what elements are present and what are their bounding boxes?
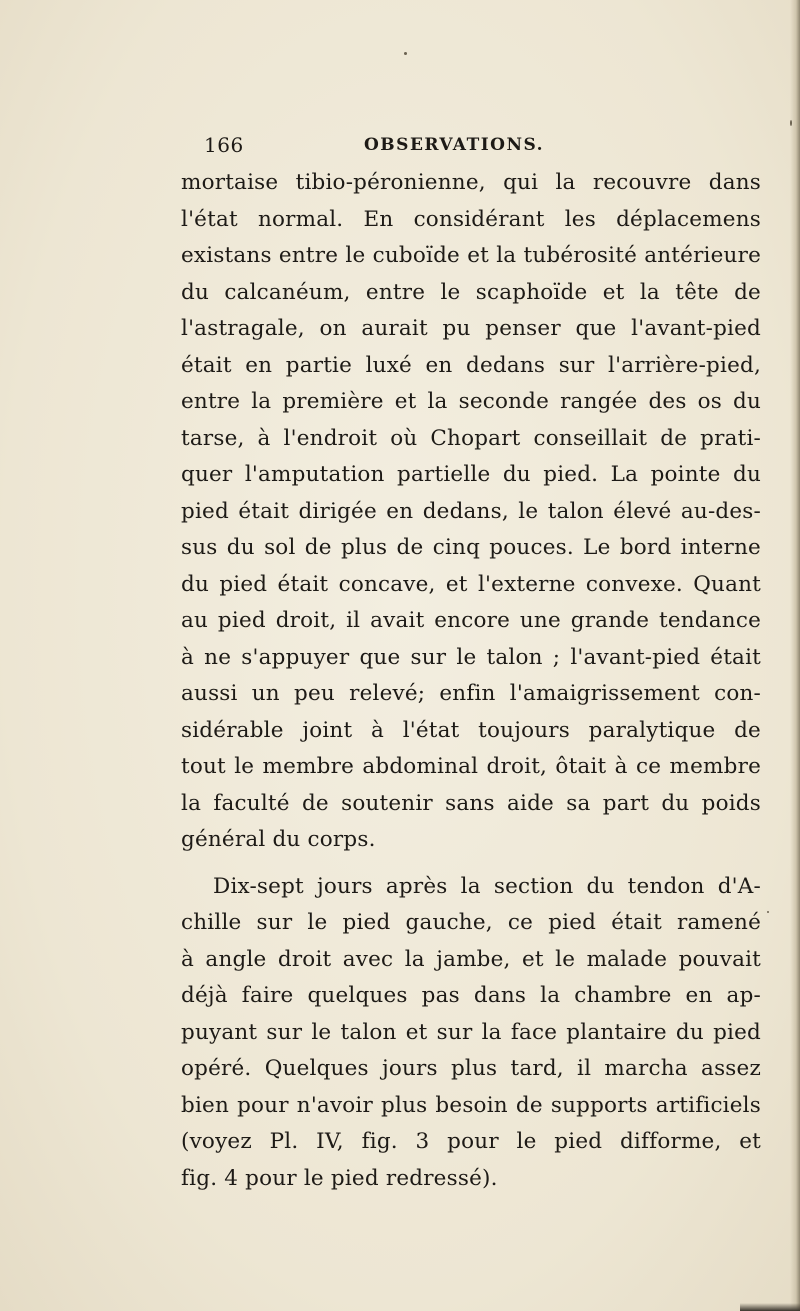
text-line: mortaise tibio-péronienne, qui la recouvre dans [181,170,761,195]
text-line: bien pour n'avoir plus besoin de supports artificiels [181,1092,761,1118]
text-line: existans entre le cuboïde et la tubérosité antérieure [181,243,761,268]
paragraph-2 [181,869,761,1198]
text-line: entre la première et la seconde rangée des os du [181,389,761,414]
paper-speck [767,911,769,913]
running-head: OBSERVATIONS. [364,135,545,155]
text-line: aussi un peu relevé; enfin l'amaigrissement con- [181,681,761,706]
text-line: à angle droit avec la jambe, et le malade pouvait [181,946,761,972]
paragraph-1 [181,165,761,859]
text-line: était en partie luxé en dedans sur l'arrière-pied, [181,352,761,378]
paragraph-gap [181,859,761,869]
page-number: 166 [204,133,244,157]
text-line: à ne s'appuyer que sur le talon ; l'avant-pied était [181,644,761,670]
text-line: déjà faire quelques pas dans la chambre en ap- [181,983,761,1008]
body-text [181,165,761,1197]
text-line: du calcanéum, entre le scaphoïde et la tête de [181,279,761,305]
text-line: (voyez Pl. IV, fig. 3 pour le pied difforme, et [181,1129,761,1154]
text-line: l'état normal. En considérant les déplacemens [181,206,761,232]
text-line: fig. 4 pour le pied redressé). [181,1165,498,1191]
text-line: la faculté de soutenir sans aide sa part du poids [181,790,761,816]
paper-speck [404,52,407,55]
text-line: tout le membre abdominal droit, ôtait à ce membre [181,754,761,779]
page-header [204,133,724,163]
text-line: quer l'amputation partielle du pied. La pointe du [181,462,761,487]
text-line: puyant sur le talon et sur la face plantaire du pied [181,1019,761,1045]
text-line: opéré. Quelques jours plus tard, il marcha assez [181,1056,761,1081]
text-line: pied était dirigée en dedans, le talon élevé au-des- [181,498,761,524]
text-line: du pied était concave, et l'externe convexe. Quant [181,571,761,597]
text-line: chille sur le pied gauche, ce pied était ramené [181,910,761,935]
text-line: sidérable joint à l'état toujours paralytique de [181,717,761,743]
page-corner-shadow [740,1303,800,1311]
text-line: sus du sol de plus de cinq pouces. Le bord interne [181,535,761,560]
text-line: l'astragale, on aurait pu penser que l'avant-pied [181,316,761,341]
paper-speck [790,120,792,126]
text-line: tarse, à l'endroit où Chopart conseillait de prati- [181,425,761,451]
page-edge-shadow [790,0,800,1311]
text-line: au pied droit, il avait encore une grande tendance [181,608,761,633]
text-line: général du corps. [181,827,376,852]
text-line: Dix-sept jours après la section du tendon d'A- [213,873,761,899]
